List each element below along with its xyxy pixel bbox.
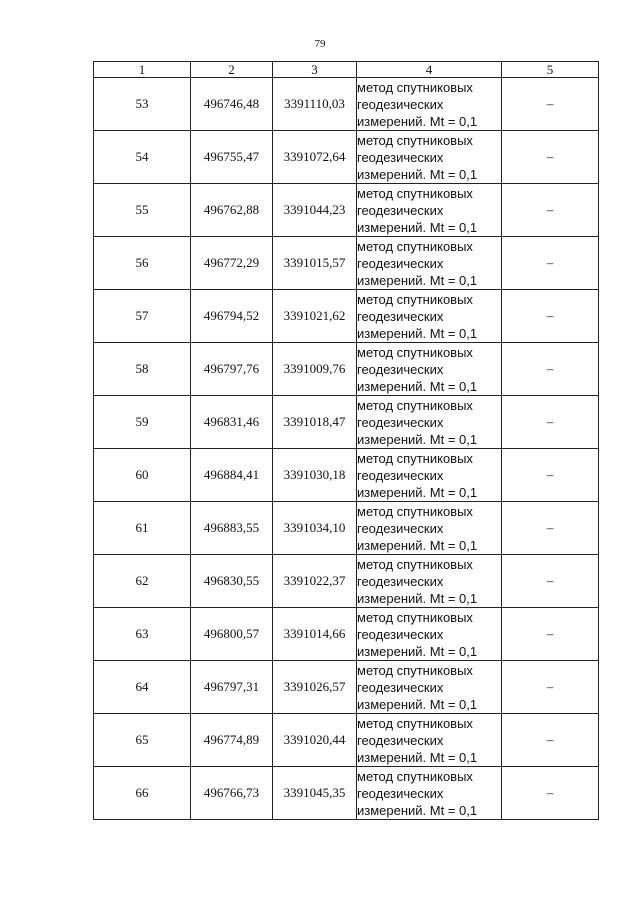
point-number-cell: 63 bbox=[94, 608, 191, 661]
point-number-cell: 66 bbox=[94, 767, 191, 820]
point-number-cell: 65 bbox=[94, 714, 191, 767]
y-coordinate-cell: 3391026,57 bbox=[273, 661, 357, 714]
y-coordinate-cell: 3391015,57 bbox=[273, 237, 357, 290]
method-cell: метод спутниковых геодезических измерений. Mt = 0,1 bbox=[357, 78, 502, 131]
x-coordinate-cell: 496762,88 bbox=[191, 184, 273, 237]
x-coordinate-cell: 496830,55 bbox=[191, 555, 273, 608]
note-cell: – bbox=[502, 661, 599, 714]
table-body bbox=[94, 78, 599, 820]
y-coordinate-cell: 3391034,10 bbox=[273, 502, 357, 555]
method-cell: метод спутниковых геодезических измерений. Mt = 0,1 bbox=[357, 396, 502, 449]
table-row bbox=[94, 237, 599, 290]
table-row bbox=[94, 78, 599, 131]
table-header-row bbox=[94, 62, 599, 78]
table-row bbox=[94, 449, 599, 502]
point-number-cell: 55 bbox=[94, 184, 191, 237]
method-cell: метод спутниковых геодезических измерений. Mt = 0,1 bbox=[357, 608, 502, 661]
note-cell: – bbox=[502, 290, 599, 343]
method-cell: метод спутниковых геодезических измерений. Mt = 0,1 bbox=[357, 184, 502, 237]
method-cell: метод спутниковых геодезических измерений. Mt = 0,1 bbox=[357, 661, 502, 714]
page-number: 79 bbox=[314, 38, 326, 50]
method-cell: метод спутниковых геодезических измерений. Mt = 0,1 bbox=[357, 131, 502, 184]
table-row bbox=[94, 767, 599, 820]
method-cell: метод спутниковых геодезических измерений. Mt = 0,1 bbox=[357, 237, 502, 290]
y-coordinate-cell: 3391009,76 bbox=[273, 343, 357, 396]
table-row bbox=[94, 661, 599, 714]
method-cell: метод спутниковых геодезических измерений. Mt = 0,1 bbox=[357, 767, 502, 820]
y-coordinate-cell: 3391014,66 bbox=[273, 608, 357, 661]
note-cell: – bbox=[502, 237, 599, 290]
method-cell: метод спутниковых геодезических измерений. Mt = 0,1 bbox=[357, 714, 502, 767]
point-number-cell: 58 bbox=[94, 343, 191, 396]
x-coordinate-cell: 496766,73 bbox=[191, 767, 273, 820]
column-header-2: 2 bbox=[191, 62, 273, 78]
method-cell: метод спутниковых геодезических измерений. Mt = 0,1 bbox=[357, 290, 502, 343]
note-cell: – bbox=[502, 608, 599, 661]
x-coordinate-cell: 496774,89 bbox=[191, 714, 273, 767]
note-cell: – bbox=[502, 131, 599, 184]
y-coordinate-cell: 3391044,23 bbox=[273, 184, 357, 237]
x-coordinate-cell: 496746,48 bbox=[191, 78, 273, 131]
y-coordinate-cell: 3391072,64 bbox=[273, 131, 357, 184]
note-cell: – bbox=[502, 449, 599, 502]
note-cell: – bbox=[502, 343, 599, 396]
table-row bbox=[94, 555, 599, 608]
y-coordinate-cell: 3391022,37 bbox=[273, 555, 357, 608]
table-row bbox=[94, 290, 599, 343]
x-coordinate-cell: 496755,47 bbox=[191, 131, 273, 184]
point-number-cell: 61 bbox=[94, 502, 191, 555]
y-coordinate-cell: 3391110,03 bbox=[273, 78, 357, 131]
column-header-3: 3 bbox=[273, 62, 357, 78]
note-cell: – bbox=[502, 555, 599, 608]
method-cell: метод спутниковых геодезических измерений. Mt = 0,1 bbox=[357, 343, 502, 396]
y-coordinate-cell: 3391021,62 bbox=[273, 290, 357, 343]
y-coordinate-cell: 3391030,18 bbox=[273, 449, 357, 502]
table-row bbox=[94, 714, 599, 767]
note-cell: – bbox=[502, 184, 599, 237]
coordinates-table bbox=[93, 61, 599, 820]
x-coordinate-cell: 496800,57 bbox=[191, 608, 273, 661]
table-row bbox=[94, 396, 599, 449]
table-row bbox=[94, 502, 599, 555]
point-number-cell: 59 bbox=[94, 396, 191, 449]
note-cell: – bbox=[502, 396, 599, 449]
y-coordinate-cell: 3391045,35 bbox=[273, 767, 357, 820]
point-number-cell: 57 bbox=[94, 290, 191, 343]
x-coordinate-cell: 496884,41 bbox=[191, 449, 273, 502]
table-row bbox=[94, 184, 599, 237]
point-number-cell: 56 bbox=[94, 237, 191, 290]
y-coordinate-cell: 3391018,47 bbox=[273, 396, 357, 449]
note-cell: – bbox=[502, 714, 599, 767]
x-coordinate-cell: 496831,46 bbox=[191, 396, 273, 449]
x-coordinate-cell: 496883,55 bbox=[191, 502, 273, 555]
table-row bbox=[94, 608, 599, 661]
method-cell: метод спутниковых геодезических измерений. Mt = 0,1 bbox=[357, 449, 502, 502]
table-row bbox=[94, 131, 599, 184]
x-coordinate-cell: 496797,31 bbox=[191, 661, 273, 714]
note-cell: – bbox=[502, 767, 599, 820]
x-coordinate-cell: 496772,29 bbox=[191, 237, 273, 290]
point-number-cell: 54 bbox=[94, 131, 191, 184]
x-coordinate-cell: 496794,52 bbox=[191, 290, 273, 343]
point-number-cell: 60 bbox=[94, 449, 191, 502]
table-row bbox=[94, 343, 599, 396]
point-number-cell: 62 bbox=[94, 555, 191, 608]
method-cell: метод спутниковых геодезических измерений. Mt = 0,1 bbox=[357, 555, 502, 608]
column-header-1: 1 bbox=[94, 62, 191, 78]
point-number-cell: 64 bbox=[94, 661, 191, 714]
y-coordinate-cell: 3391020,44 bbox=[273, 714, 357, 767]
note-cell: – bbox=[502, 502, 599, 555]
column-header-5: 5 bbox=[502, 62, 599, 78]
note-cell: – bbox=[502, 78, 599, 131]
point-number-cell: 53 bbox=[94, 78, 191, 131]
method-cell: метод спутниковых геодезических измерений. Mt = 0,1 bbox=[357, 502, 502, 555]
x-coordinate-cell: 496797,76 bbox=[191, 343, 273, 396]
column-header-4: 4 bbox=[357, 62, 502, 78]
